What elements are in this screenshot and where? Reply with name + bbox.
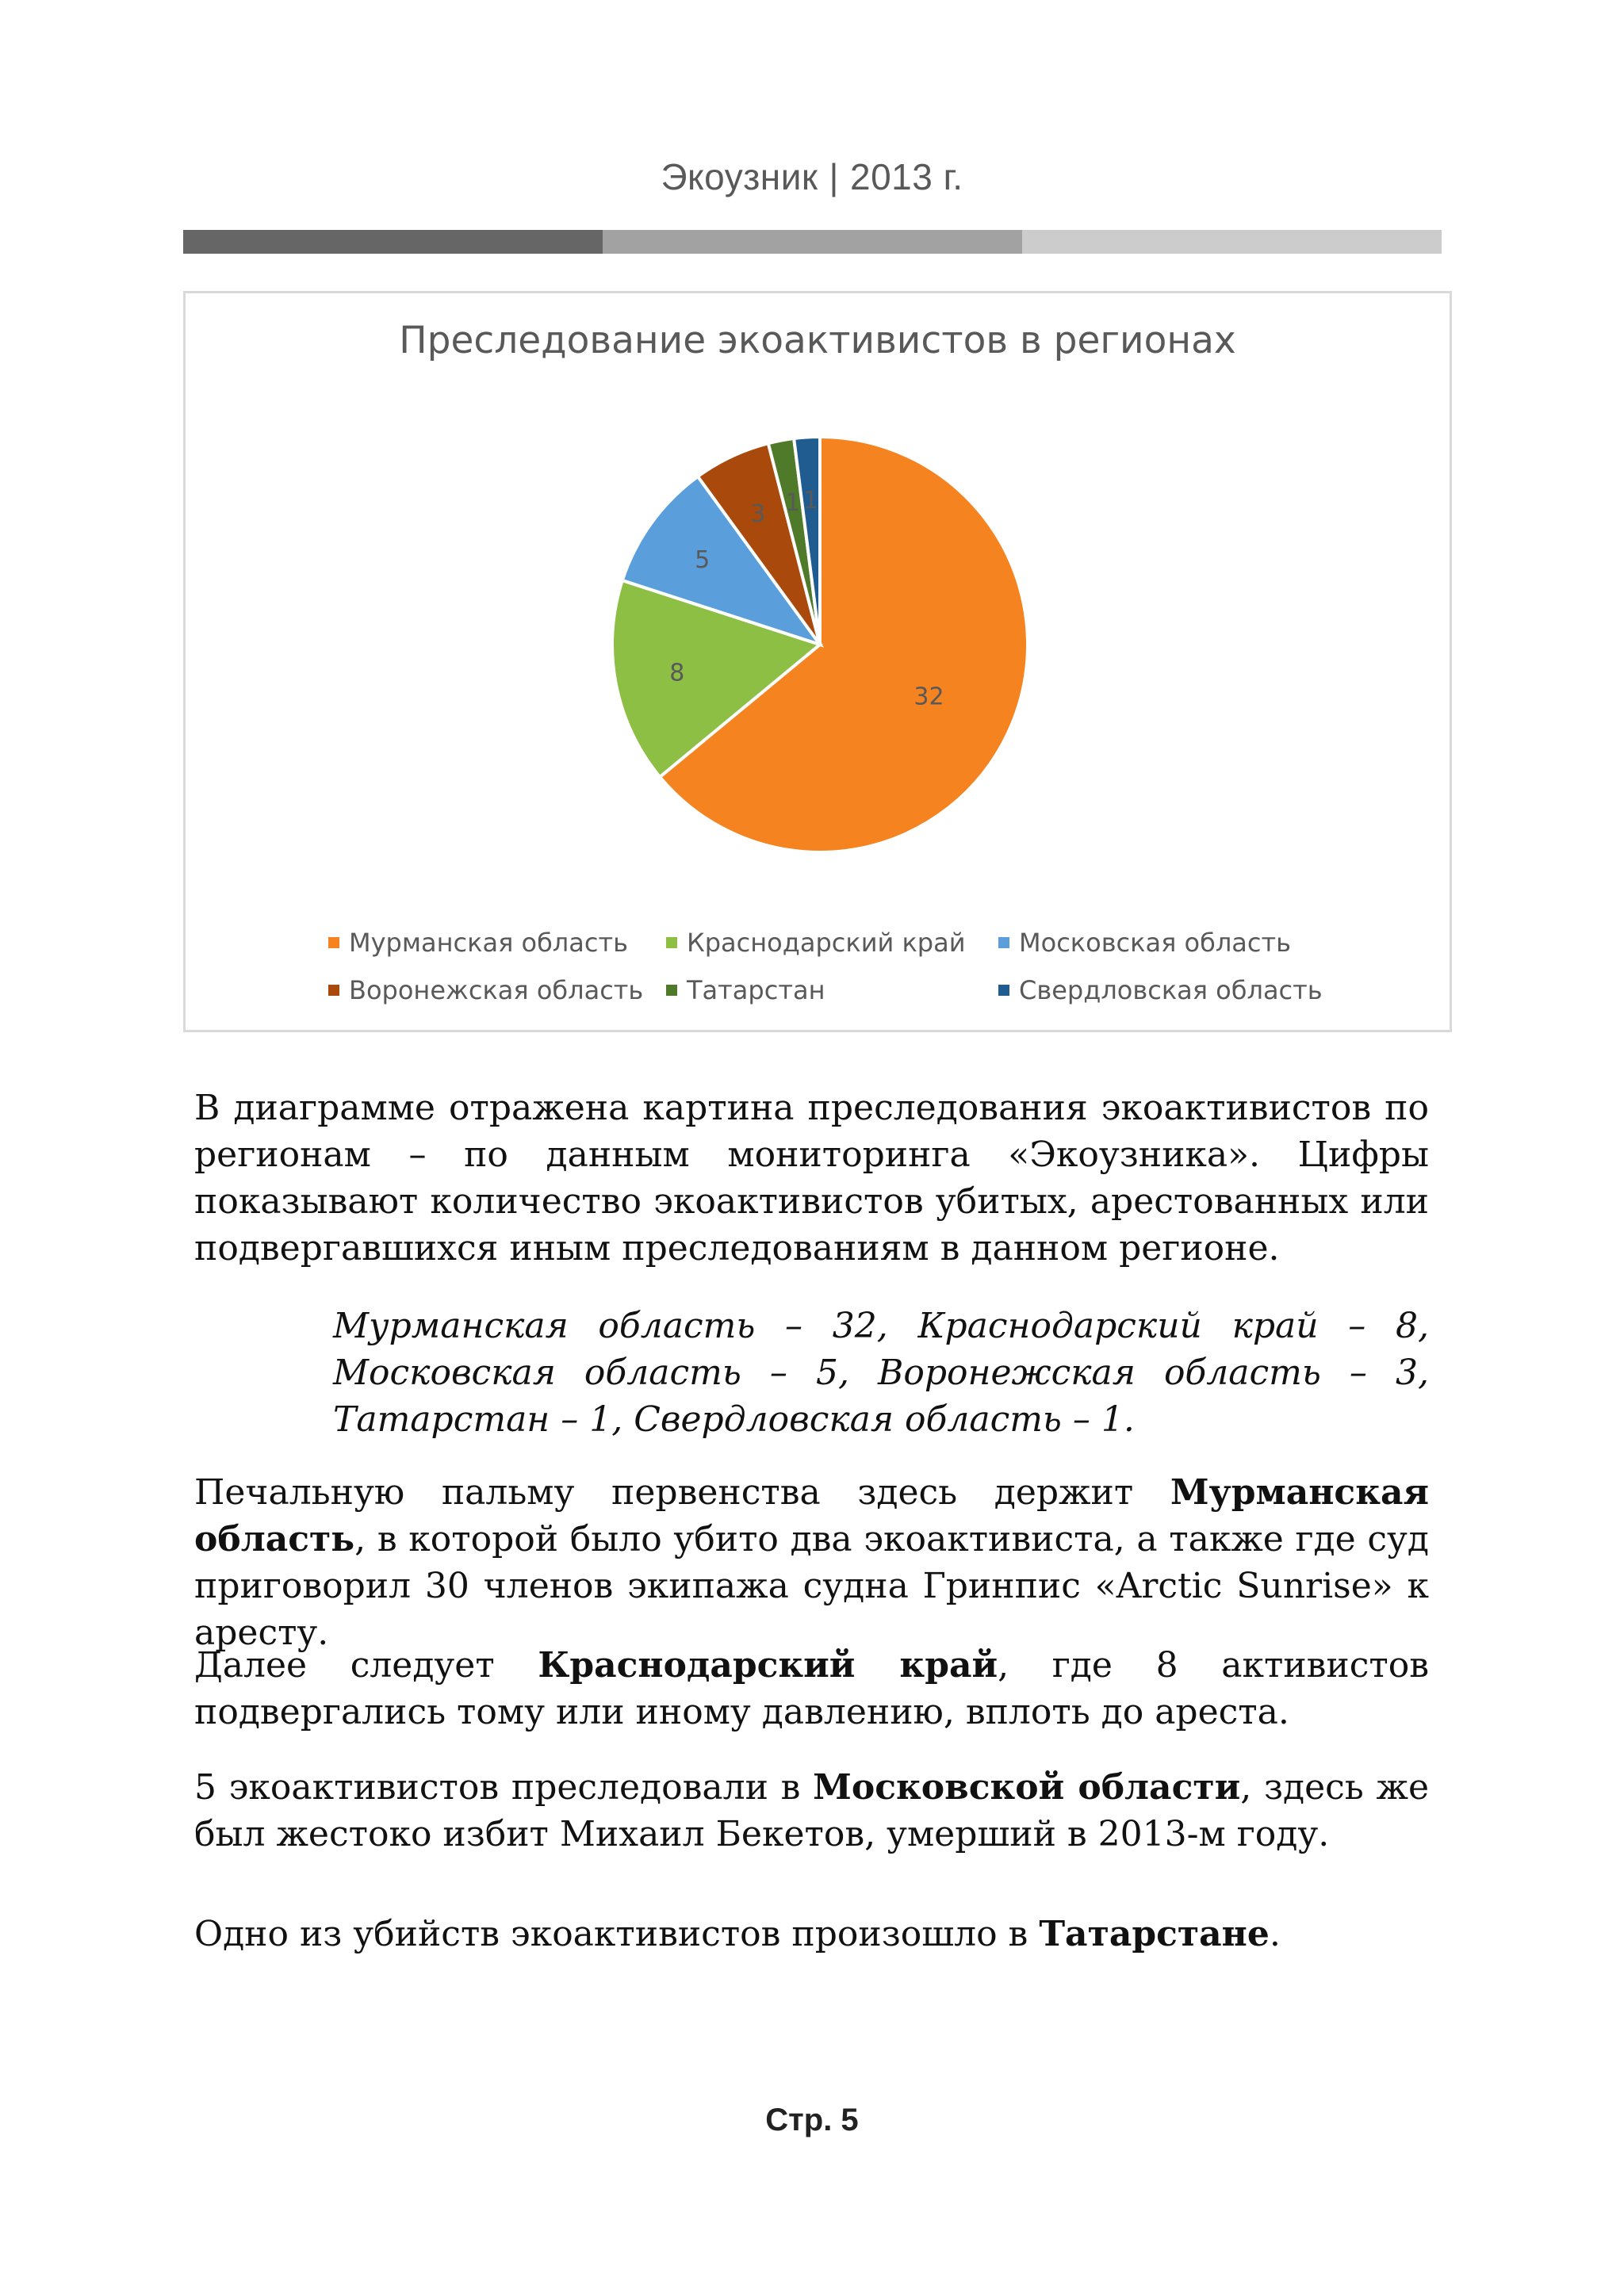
moscow-bold: Московской области bbox=[813, 1767, 1241, 1808]
page-number: Стр. 5 bbox=[765, 2103, 859, 2137]
legend-marker-icon bbox=[998, 937, 1009, 948]
tatarstan-text-end: . bbox=[1269, 1914, 1281, 1954]
legend-marker-icon bbox=[328, 937, 339, 948]
legend-label: Мурманская область bbox=[349, 928, 628, 958]
pie-chart bbox=[183, 291, 1452, 1032]
header-year: 2013 г. bbox=[849, 156, 963, 197]
legend-marker-icon bbox=[666, 985, 677, 996]
tatarstan-bold: Татарстане bbox=[1039, 1914, 1270, 1954]
data-label-1: 32 bbox=[914, 683, 944, 711]
legend-label: Московская область bbox=[1019, 928, 1291, 958]
header-stripe-medium bbox=[603, 230, 1022, 254]
krasnodar-paragraph bbox=[194, 1642, 1429, 1735]
chart-title: Преследование экоактивистов в регионах bbox=[399, 319, 1236, 362]
tatarstan-text-start: Одно из убийств экоактивистов произошло в bbox=[194, 1914, 1040, 1954]
header-stripe-dark bbox=[183, 230, 603, 254]
data-label-3: 5 bbox=[695, 546, 710, 575]
legend-label: Свердловская область bbox=[1019, 975, 1323, 1005]
murmansk-text-end: , в которой было убито два экоактивиста, а также где суд приговорил 30 членов экипажа судна Гринпис «Arctic Sunrise» к аресту. bbox=[194, 1519, 1429, 1653]
legend-item-6 bbox=[998, 975, 1323, 1005]
header-separator: | bbox=[829, 156, 839, 197]
data-label-6: 1 bbox=[802, 486, 819, 515]
chart-legend bbox=[186, 293, 1450, 1030]
legend-item-1 bbox=[328, 928, 628, 958]
moscow-text-end: , здесь же был жестоко избит Михаил Бекетов, умерший в 2013-м году. bbox=[194, 1767, 1429, 1854]
legend-label: Воронежская область bbox=[349, 975, 644, 1005]
running-header bbox=[0, 155, 1624, 198]
tatarstan-paragraph bbox=[194, 1911, 1429, 1957]
krasnodar-bold: Краснодарский край bbox=[538, 1645, 998, 1686]
moscow-text-start: 5 экоактивистов преследовали в bbox=[194, 1767, 814, 1808]
legend-item-4 bbox=[328, 975, 643, 1005]
intro-paragraph: В диаграмме отражена картина преследования экоактивистов по регионам – по данным мониторинга «Экоузника». Цифры показывают количество экоактивистов убитых, арестованных или подвергавшихся иным преследованиям в данном регионе. bbox=[194, 1088, 1429, 1269]
data-label-5: 1 bbox=[785, 488, 801, 517]
moscow-paragraph bbox=[194, 1764, 1429, 1858]
legend-label: Краснодарский край bbox=[687, 928, 966, 958]
murmansk-bold: Мурманская область bbox=[194, 1472, 1429, 1559]
legend-marker-icon bbox=[666, 937, 677, 948]
murmansk-text-start: Печальную пальму первенства здесь держит bbox=[194, 1472, 1170, 1513]
header-stripe-light bbox=[1022, 230, 1442, 254]
header-title: Экоузник bbox=[661, 156, 818, 197]
data-label-4: 3 bbox=[750, 500, 766, 529]
murmansk-paragraph bbox=[194, 1469, 1429, 1656]
legend-item-3 bbox=[998, 928, 1291, 958]
data-summary-paragraph: Мурманская область – 32, Краснодарский край – 8, Московская область – 5, Воронежская область – 3, Татарстан – 1, Свердловская область – 1. bbox=[333, 1306, 1429, 1440]
legend-label: Татарстан bbox=[687, 975, 825, 1005]
legend-marker-icon bbox=[998, 985, 1009, 996]
legend-marker-icon bbox=[328, 985, 339, 996]
legend-item-2 bbox=[666, 928, 966, 958]
data-label-2: 8 bbox=[669, 659, 685, 687]
krasnodar-text-end: , где 8 активистов подвергались тому или иному давлению, вплоть до ареста. bbox=[194, 1645, 1429, 1732]
krasnodar-text-start: Далее следует bbox=[194, 1645, 538, 1686]
legend-item-5 bbox=[666, 975, 825, 1005]
